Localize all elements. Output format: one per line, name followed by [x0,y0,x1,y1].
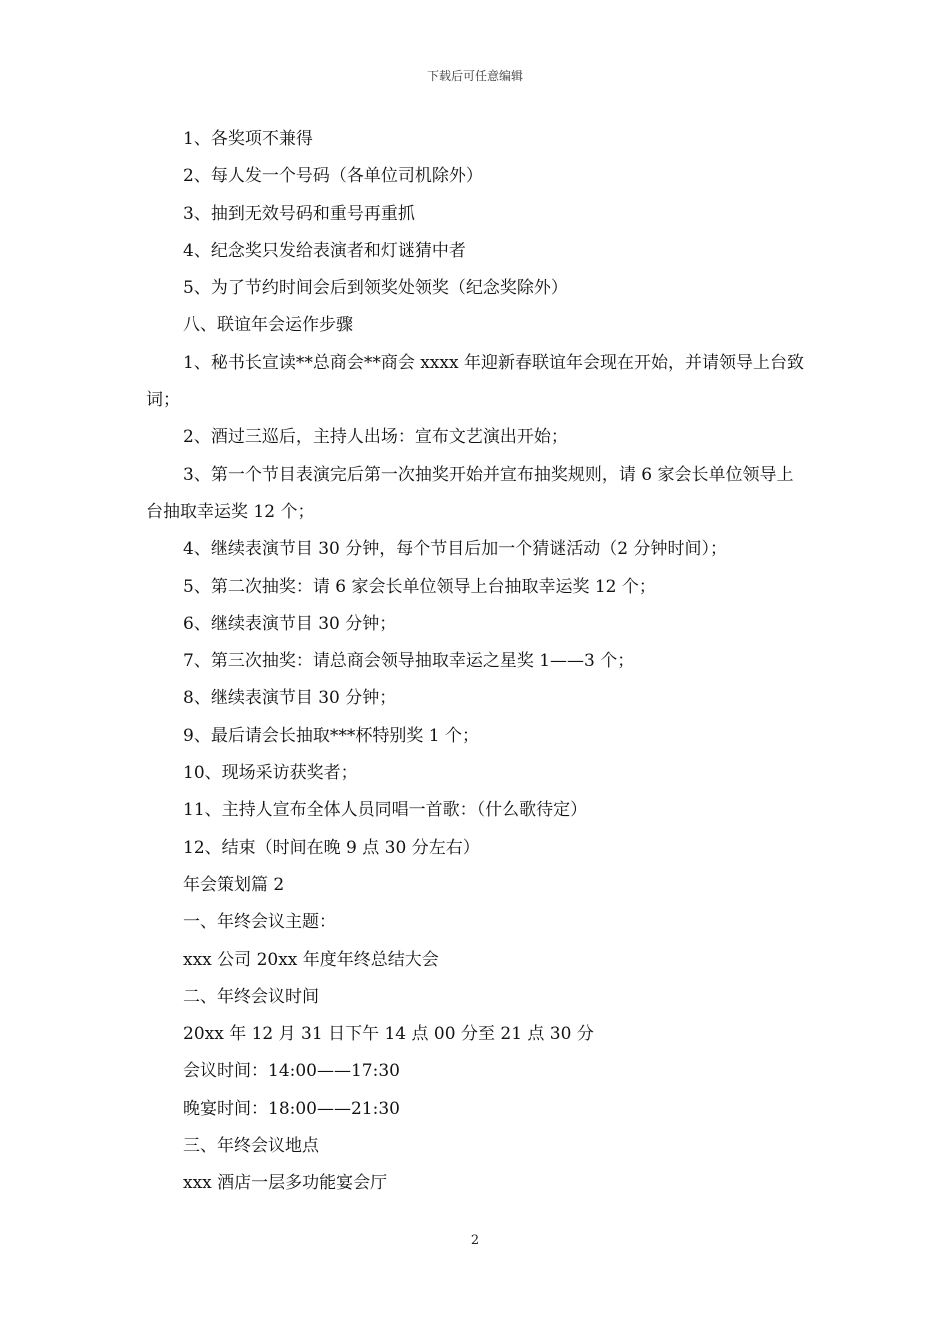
paragraph-step-6: 6、继续表演节目 30 分钟； [183,613,397,634]
page-number: 2 [470,1233,480,1248]
paragraph-step-10: 10、现场采访获奖者； [183,763,358,784]
paragraph-step-4: 4、继续表演节目 30 分钟，每个节目后加一个猜谜活动（2 分钟时间）； [183,539,727,560]
paragraph-rule-5: 5、为了节约时间会后到领奖处领奖（纪念奖除外） [183,278,568,299]
section-heading-8: 八、联谊年会运作步骤 [183,315,353,336]
paragraph-date: 20xx 年 12 月 31 日下午 14 点 00 分至 21 点 30 分 [183,1024,594,1045]
paragraph-step-12: 12、结束（时间在晚 9 点 30 分左右） [183,837,480,858]
paragraph-step-3: 3、第一个节目表演完后第一次抽奖开始并宣布抽奖规则，请 6 家会长单位领导上台抽取幸运奖 12 个； [146,464,794,522]
paragraph-rule-1: 1、各奖项不兼得 [183,129,313,149]
paragraph-rule-3: 3、抽到无效号码和重号再重抓 [183,203,415,224]
paragraph-venue: xxx 酒店一层多功能宴会厅 [183,1173,388,1194]
paragraph-theme: xxx 公司 20xx 年度年终总结大会 [183,949,439,970]
paragraph-banquet-time: 晚宴时间：18:00——21:30 [183,1098,400,1119]
document-body [146,121,810,1203]
paragraph-rule-2: 2、每人发一个号码（各单位司机除外） [183,166,483,187]
header-note: 下载后可任意编辑 [426,69,523,83]
paragraph-step-8: 8、继续表演节目 30 分钟； [183,688,397,709]
paragraph-rule-4: 4、纪念奖只发给表演者和灯谜猜中者 [183,240,466,261]
paragraph-step-2: 2、酒过三巡后，主持人出场：宣布文艺演出开始； [183,427,568,448]
paragraph-meeting-time: 会议时间：14:00——17:30 [183,1061,400,1082]
paragraph-step-5: 5、第二次抽奖：请 6 家会长单位领导上台抽取幸运奖 12 个； [183,576,656,597]
section-heading-theme: 一、年终会议主题： [183,912,336,933]
paragraph-step-1: 1、秘书长宣读**总商会**商会 xxxx 年迎新春联谊年会现在开始，并请领导上台致词； [146,352,804,411]
paragraph-step-11: 11、主持人宣布全体人员同唱一首歌：（什么歌待定） [183,800,588,821]
paragraph-step-9: 9、最后请会长抽取***杯特别奖 1 个； [183,725,479,746]
section-heading-venue: 三、年终会议地点 [183,1136,319,1157]
article-title-2: 年会策划篇 2 [183,874,285,895]
section-heading-time: 二、年终会议时间 [183,986,319,1007]
paragraph-step-7: 7、第三次抽奖：请总商会领导抽取幸运之星奖 1——3 个； [183,651,635,672]
